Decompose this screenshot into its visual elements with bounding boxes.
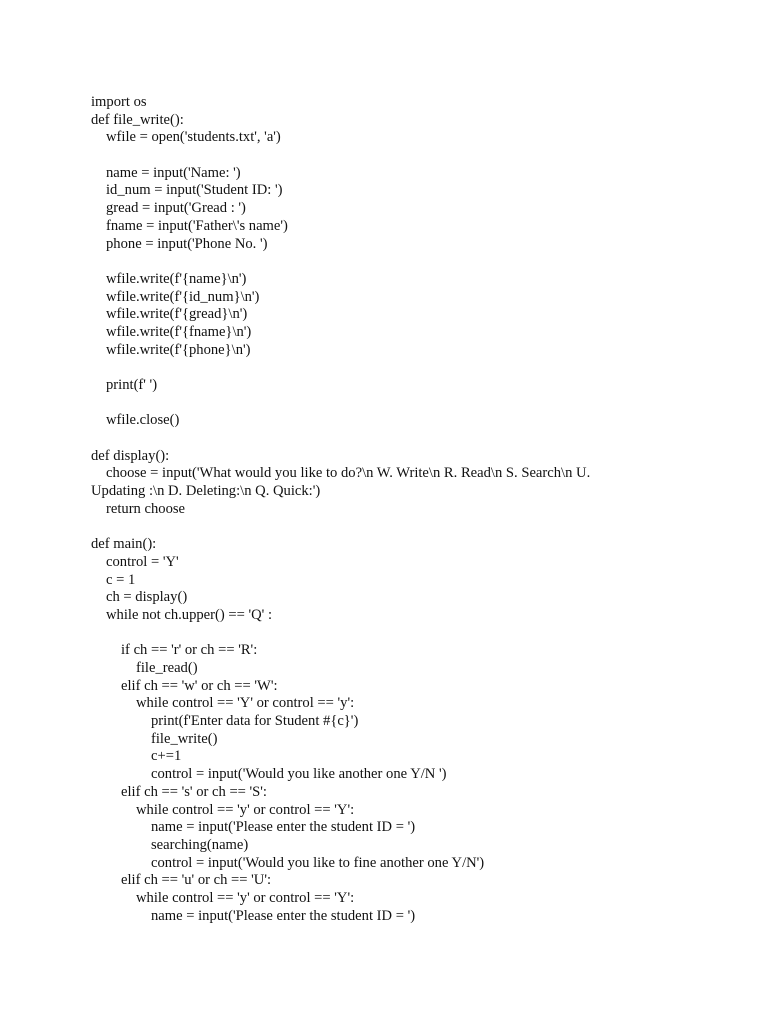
code-line: wfile.write(f'{fname}\n') — [106, 323, 252, 340]
code-line: elif ch == 'w' or ch == 'W': — [121, 677, 278, 694]
code-line: ch = display() — [106, 589, 188, 606]
code-line: fname = input('Father\'s name') — [106, 217, 288, 234]
code-line: print(f' ') — [106, 377, 158, 393]
code-line: def main(): — [91, 536, 157, 553]
blank-line — [91, 625, 741, 643]
code-line: searching(name) — [151, 836, 249, 853]
code-line: wfile.write(f'{name}\n') — [106, 270, 247, 287]
code-line: name = input('Please enter the student ID = ') — [151, 907, 416, 924]
code-line: wfile.close() — [106, 412, 180, 429]
code-line: def display(): — [91, 447, 170, 464]
code-line-continuation: Updating :\n D. Deleting:\n Q. Quick:') — [91, 483, 321, 500]
code-line: gread = input('Gread : ') — [106, 200, 246, 217]
code-line: while control == 'y' or control == 'Y': — [136, 889, 355, 906]
code-line: name = input('Please enter the student ID = ') — [151, 819, 416, 836]
code-line: id_num = input('Student ID: ') — [106, 182, 283, 199]
blank-line — [91, 147, 741, 165]
code-line: wfile.write(f'{phone}\n') — [106, 341, 251, 358]
code-line: phone = input('Phone No. ') — [106, 235, 268, 252]
code-line: control = input('Would you like another one Y/N ') — [151, 766, 447, 783]
code-line: return choose — [106, 500, 186, 517]
code-line: import os — [91, 94, 147, 110]
code-line: c = 1 — [106, 571, 136, 588]
code-line: while not ch.upper() == 'Q' : — [106, 606, 272, 623]
blank-line — [91, 395, 741, 413]
code-line: elif ch == 'u' or ch == 'U': — [121, 872, 272, 889]
code-line: c+=1 — [151, 748, 182, 765]
code-line: elif ch == 's' or ch == 'S': — [121, 783, 267, 800]
code-block — [91, 94, 741, 925]
blank-line — [91, 253, 741, 271]
code-line: control = input('Would you like to fine another one Y/N') — [151, 854, 485, 871]
code-line: if ch == 'r' or ch == 'R': — [121, 642, 258, 659]
code-line: wfile = open('students.txt', 'a') — [106, 129, 281, 146]
code-line: while control == 'y' or control == 'Y': — [136, 801, 355, 818]
blank-line — [91, 519, 741, 537]
code-line: name = input('Name: ') — [106, 164, 241, 181]
code-line: control = 'Y' — [106, 553, 179, 570]
code-line: wfile.write(f'{id_num}\n') — [106, 288, 260, 305]
code-line: print(f'Enter data for Student #{c}') — [151, 713, 359, 730]
blank-line — [91, 359, 741, 377]
code-line: wfile.write(f'{gread}\n') — [106, 306, 248, 323]
code-line: def file_write(): — [91, 111, 184, 128]
code-line: file_write() — [151, 730, 218, 747]
blank-line — [91, 430, 741, 448]
code-line: while control == 'Y' or control == 'y': — [136, 695, 355, 712]
code-line: file_read() — [136, 660, 198, 676]
code-line: choose = input('What would you like to do?\n W. Write\n R. Read\n S. Search\n U. — [106, 465, 591, 482]
